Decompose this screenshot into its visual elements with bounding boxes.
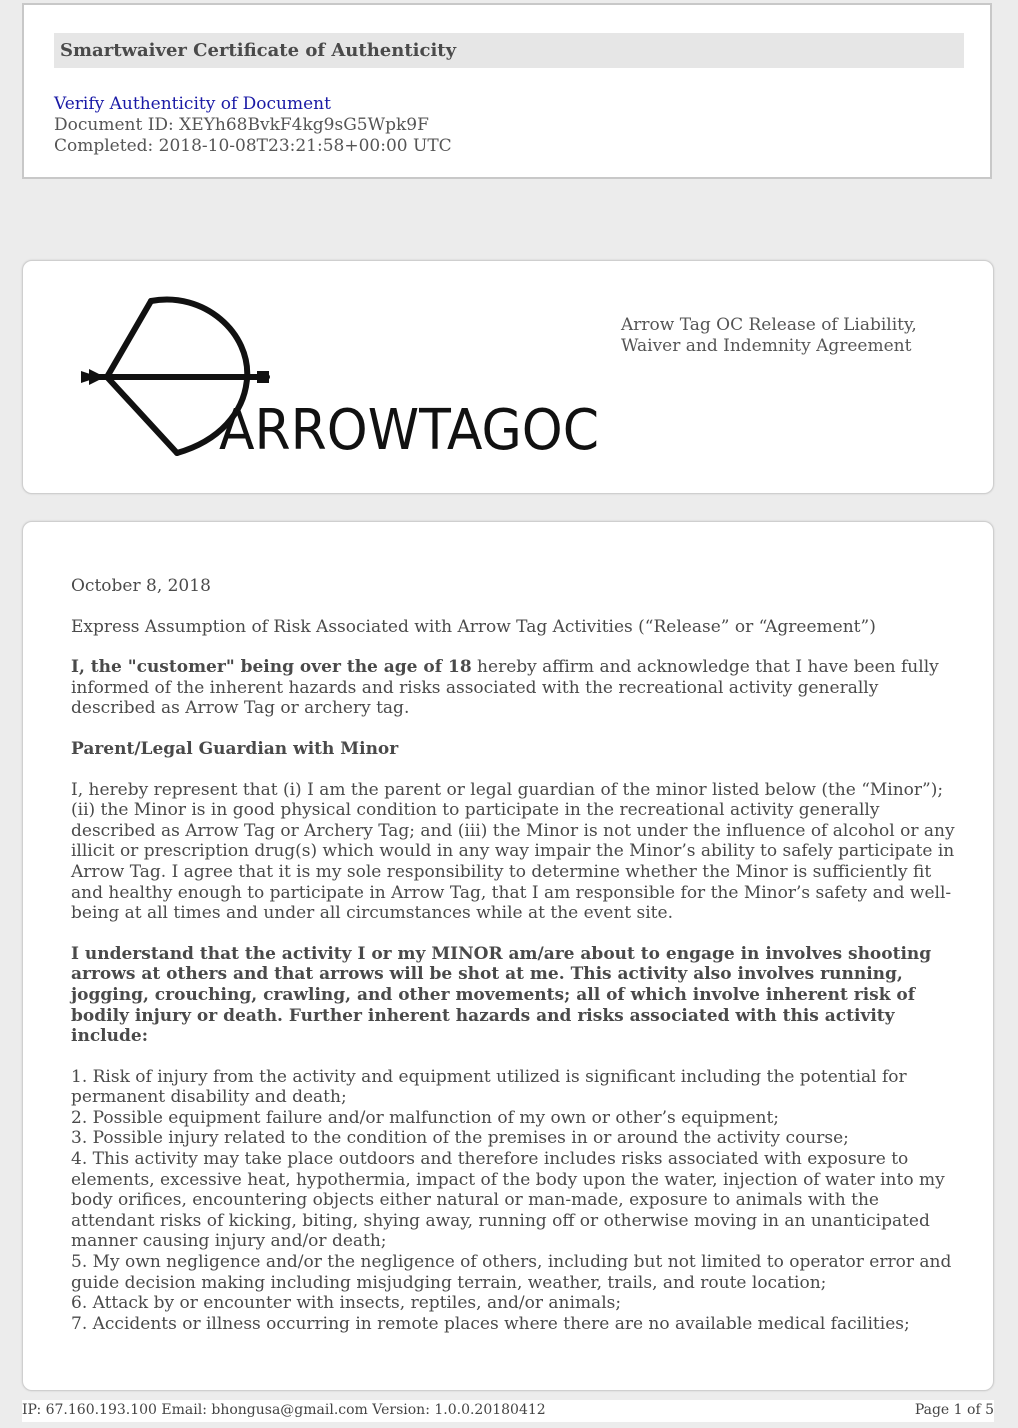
waiver-header-card — [22, 260, 994, 494]
logo-wordmark: ARROWTAGOC — [219, 398, 599, 463]
guardian-paragraph: I, hereby represent that (i) I am the parent or legal guardian of the minor listed below (the “Minor”); (ii) the Minor is in good physical condition to participate in the recreational activity generally described as Arrow Tag or Archery Tag; and (iii) the Minor is not under the influence of alcohol or any illicit or prescription drug(s) which would in any way impair the Minor’s ability to safely participate in Arrow Tag. I agree that it is my sole responsibility to determine whether the Minor is sufficiently fit and healthy enough to participate in Arrow Tag, that I am responsible for the Minor’s safety and well-being at all times and under all circumstances while at the event site. — [71, 779, 955, 924]
agreement-date: October 8, 2018 — [71, 576, 211, 596]
risk-list — [71, 1067, 961, 1335]
certificate-box — [22, 3, 992, 179]
list-item: 7. Accidents or illness occurring in remote places where there are no available medical facilities; — [71, 1313, 910, 1334]
list-item: 2. Possible equipment failure and/or malfunction of my own or other’s equipment; — [71, 1107, 780, 1128]
list-item: 6. Attack by or encounter with insects, reptiles, and/or animals; — [71, 1293, 622, 1314]
list-item: 3. Possible injury related to the condition of the premises in or around the activity course; — [71, 1128, 849, 1149]
list-item: 4. This activity may take place outdoors and therefore includes risks associated with exposure to elements, excessive heat, hypothermia, impact of the body upon the water, injection of water into my body orifices, encountering objects either natural or man-made, exposure to animals with the attendant risks of kicking, biting, shying away, running off or otherwise moving in an unanticipated manner causing injury and/or death; — [71, 1149, 945, 1252]
waiver-body-card — [22, 521, 994, 1391]
risk-acknowledgement: I understand that the activity I or my MINOR am/are about to engage in involves shooting arrows at others and that arrows will be shot at me. This activity also involves running, jogging, crouching, crawling, and other movements; all of which involve inherent risk of bodily injury or death. Further inherent hazards and risks associated with this activity include: — [71, 943, 932, 1047]
footer-meta: IP: 67.160.193.100 Email: bhongusa@gmail.com Version: 1.0.0.20180412 — [22, 1402, 546, 1418]
affirmation-paragraph — [71, 657, 961, 719]
certificate-title: Smartwaiver Certificate of Authenticity — [54, 33, 964, 68]
guardian-heading: Parent/Legal Guardian with Minor — [71, 738, 399, 759]
affirmation-text: hereby affirm and acknowledge that I have been fully informed of the inherent hazards and risks associated with the recreational activity generally described as Arrow Tag or archery tag. — [71, 657, 939, 719]
agreement-title-line1: Arrow Tag OC Release of Liability, — [621, 315, 917, 335]
affirmation-bold: I, the "customer" being over the age of 18 — [71, 657, 472, 678]
completed-timestamp: Completed: 2018-10-08T23:21:58+00:00 UTC — [54, 136, 452, 156]
list-item: 1. Risk of injury from the activity and equipment utilized is significant including the potential for permanent disability and death; — [71, 1066, 907, 1108]
arrowtag-logo — [79, 293, 609, 463]
waiver-text — [71, 576, 961, 1334]
page-number: Page 1 of 5 — [914, 1402, 994, 1418]
page-footer — [22, 1400, 994, 1422]
agreement-title — [621, 315, 961, 357]
agreement-subtitle: Express Assumption of Risk Associated with Arrow Tag Activities (“Release” or “Agreement”) — [71, 616, 876, 637]
verify-authenticity-link[interactable]: Verify Authenticity of Document — [54, 94, 331, 114]
agreement-title-line2: Waiver and Indemnity Agreement — [621, 336, 912, 356]
document-id: Document ID: XEYh68BvkF4kg9sG5Wpk9F — [54, 115, 429, 135]
list-item: 5. My own negligence and/or the negligence of others, including but not limited to operator error and guide decision making including misjudging terrain, weather, trails, and route location; — [71, 1252, 952, 1293]
